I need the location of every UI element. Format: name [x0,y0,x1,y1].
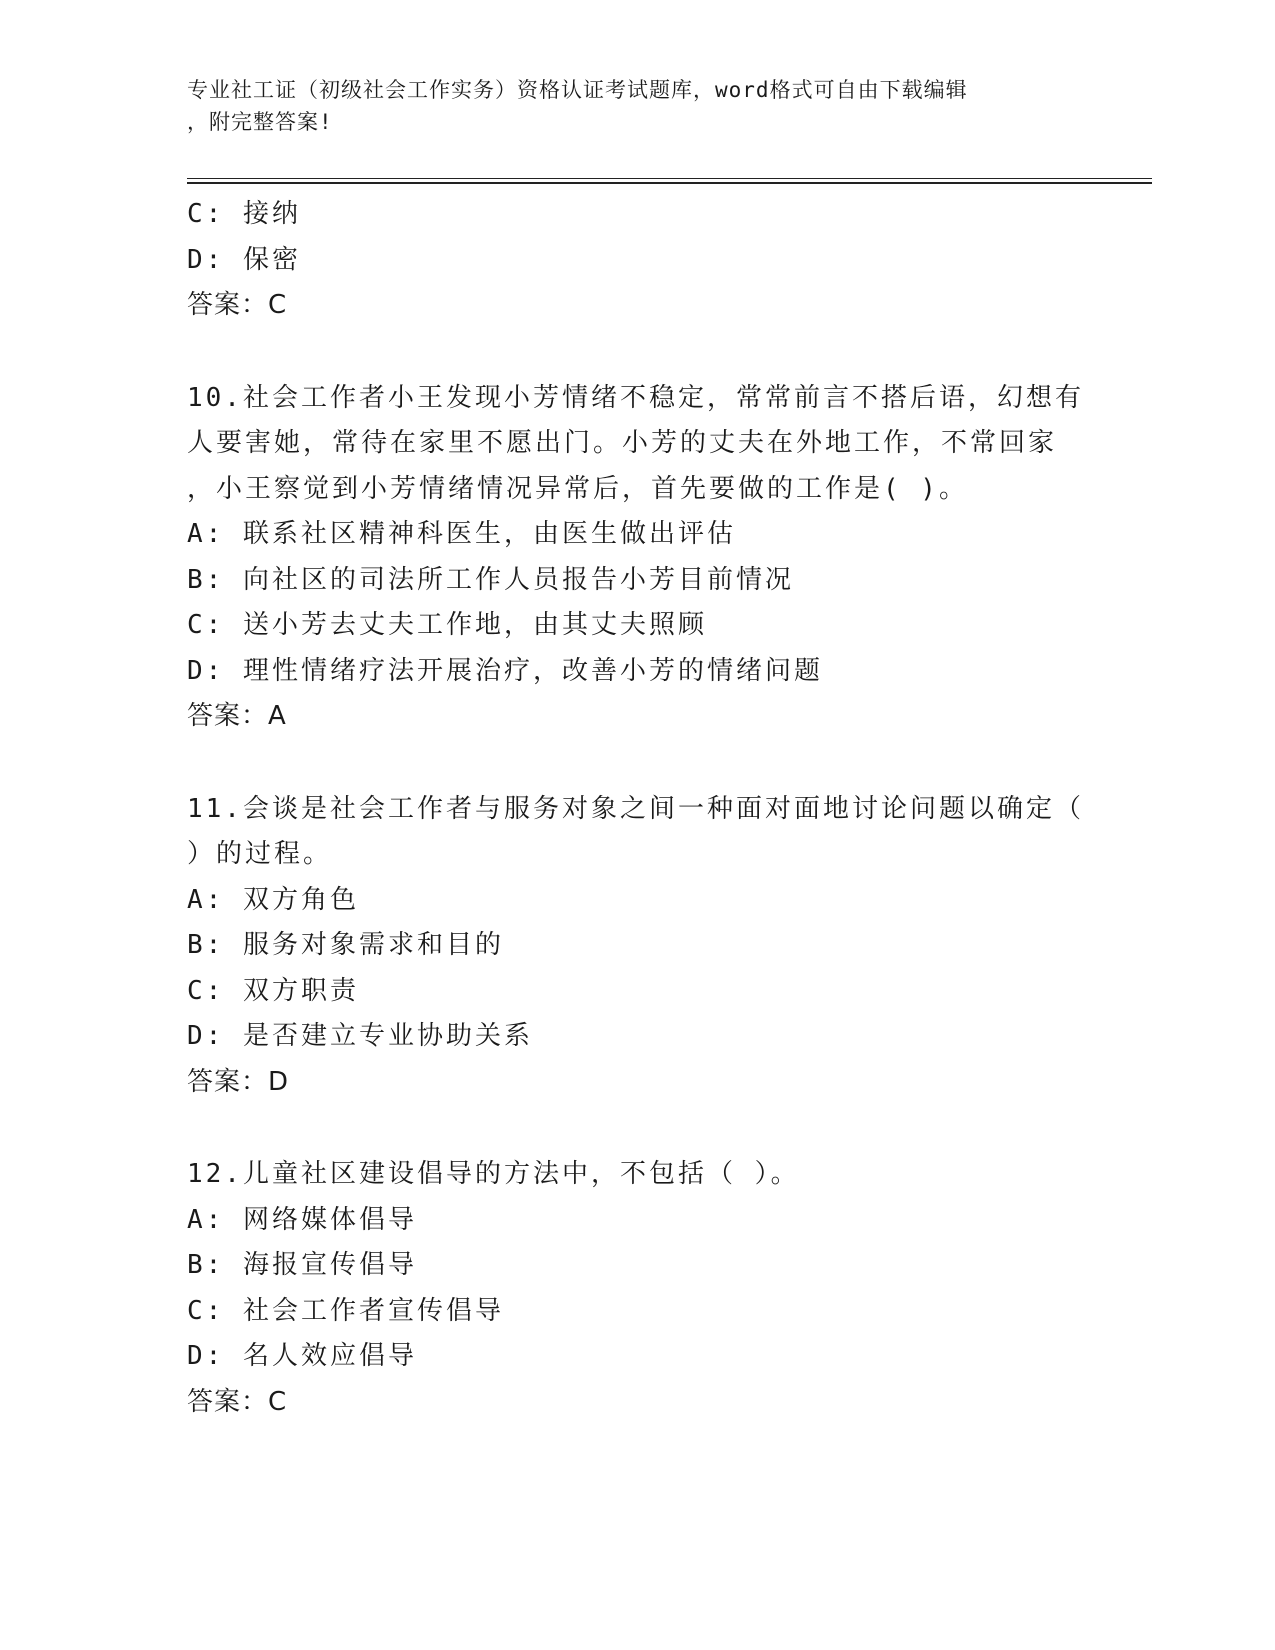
header-line-2: ，附完整答案! [187,110,333,134]
option-line: C: 社会工作者宣传倡导 [187,1295,504,1326]
option-line: C: 接纳 [187,199,301,229]
question-stem-line: ，小王察觉到小芳情绪情况异常后，首先要做的工作是( )。 [187,473,968,504]
question-content [187,192,1087,1425]
answer-line: 答案：A [187,701,287,731]
header-line-1: 专业社工证（初级社会工作实务）资格认证考试题库，word格式可自由下载编辑 [187,78,968,102]
question-block [187,376,1087,740]
option-line: B: 海报宣传倡导 [187,1250,417,1280]
question-stem-line: 11.会谈是社会工作者与服务对象之间一种面对面地讨论问题以确定（ [187,793,1084,824]
question-stem-line: 12.儿童社区建设倡导的方法中，不包括（ ）。 [187,1159,800,1189]
header-rule-thin [187,178,1152,179]
question-block [187,1152,1087,1425]
option-line: C: 双方职责 [187,975,359,1006]
question-block [187,787,1087,1106]
answer-line: 答案：D [187,1066,290,1097]
answer-line: 答案：C [187,290,288,320]
question-block [187,192,1087,329]
option-line: A: 网络媒体倡导 [187,1204,417,1235]
answer-line: 答案：C [187,1386,288,1417]
option-line: B: 服务对象需求和目的 [187,930,504,960]
option-line: A: 联系社区精神科医生，由医生做出评估 [187,519,736,549]
question-stem-line: 人要害她，常待在家里不愿出门。小芳的丈夫在外地工作，不常回家 [187,428,1058,458]
option-line: C: 送小芳去丈夫工作地，由其丈夫照顾 [187,610,707,640]
page-header [187,74,1087,138]
option-line: D: 是否建立专业协助关系 [187,1021,533,1051]
question-stem-line: ）的过程。 [187,839,333,869]
option-line: D: 名人效应倡导 [187,1341,417,1371]
header-rule-thick [187,182,1152,184]
option-line: D: 保密 [187,244,301,275]
option-line: D: 理性情绪疗法开展治疗，改善小芳的情绪问题 [187,655,823,686]
question-stem-line: 10.社会工作者小王发现小芳情绪不稳定，常常前言不搭后语，幻想有 [187,382,1084,413]
option-line: B: 向社区的司法所工作人员报告小芳目前情况 [187,564,794,595]
option-line: A: 双方角色 [187,884,359,915]
